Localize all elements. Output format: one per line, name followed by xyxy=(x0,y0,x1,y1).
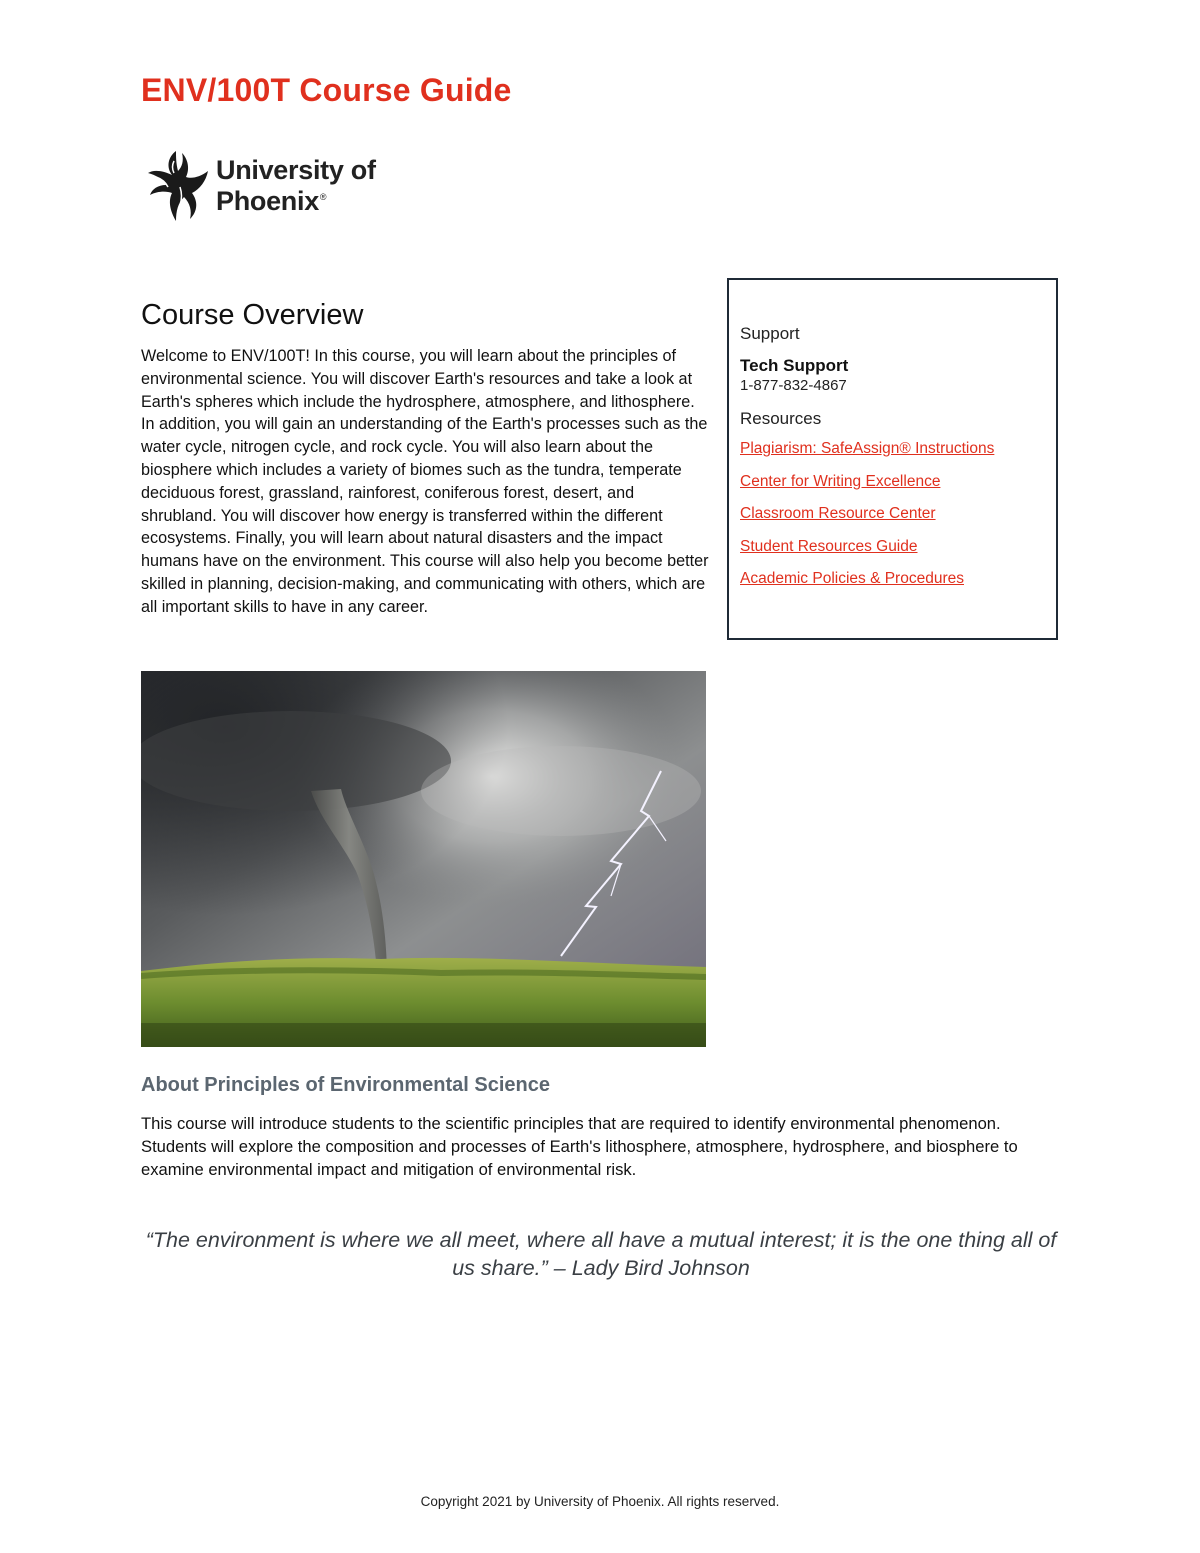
course-overview-text: Welcome to ENV/100T! In this course, you will learn about the principles of environmental science. You will discover Earth's resources and take a look at Earth's spheres which include the hydrosphere, atmosphere, and lithosphere. In addition, you will gain an understanding of the Earth's processes such as the water cycle, nitrogen cycle, and rock cycle. You will also learn about the biosphere which includes a variety of biomes such as the tundra, temperate deciduous forest, grassland, rainforest, coniferous forest, desert, and shrubland. You will discover how energy is transferred within the different ecosystems. Finally, you will learn about natural disasters and the impact humans have on the environment. This course will also help you become better skilled in planning, decision-making, and communicating with others, which are all important skills to have in any career. xyxy=(141,347,709,616)
page-title: ENV/100T Course Guide xyxy=(141,72,512,108)
phoenix-bird-icon xyxy=(146,147,210,225)
link-student-resources-guide[interactable]: Student Resources Guide xyxy=(740,537,918,555)
tech-support-title: Tech Support xyxy=(740,356,849,375)
link-center-writing-excellence[interactable]: Center for Writing Excellence xyxy=(740,472,941,490)
link-plagiarism-safeassign[interactable]: Plagiarism: SafeAssign® Instructions xyxy=(740,440,995,457)
resource-links xyxy=(740,438,1056,591)
logo-text: University of Phoenix® xyxy=(216,155,376,216)
quote: “The environment is where we all meet, where all have a mutual interest; it is the one thing all of us share.” – Lady Bird Johnson xyxy=(145,1228,1057,1280)
copyright-footer: Copyright 2021 by University of Phoenix. All rights reserved. xyxy=(420,1494,780,1509)
resources-label: Resources xyxy=(740,409,822,428)
university-logo xyxy=(146,146,486,226)
tornado-photo xyxy=(141,671,706,1047)
about-text: This course will introduce students to the scientific principles that are required to identify environmental phenomenon. Students will explore the composition and processes of Earth's lithosphere, atmosphere, hydrosphere, and biosphere to examine environmental impact and mitigation of environmental risk. xyxy=(141,1114,1018,1180)
link-academic-policies[interactable]: Academic Policies & Procedures xyxy=(740,570,964,587)
tech-support-phone: 1-877-832-4867 xyxy=(740,377,847,394)
support-label: Support xyxy=(740,324,800,343)
support-box xyxy=(727,278,1058,640)
link-classroom-resource-center[interactable]: Classroom Resource Center xyxy=(740,505,936,522)
about-heading: About Principles of Environmental Science xyxy=(141,1074,550,1096)
course-overview-heading: Course Overview xyxy=(141,299,364,331)
